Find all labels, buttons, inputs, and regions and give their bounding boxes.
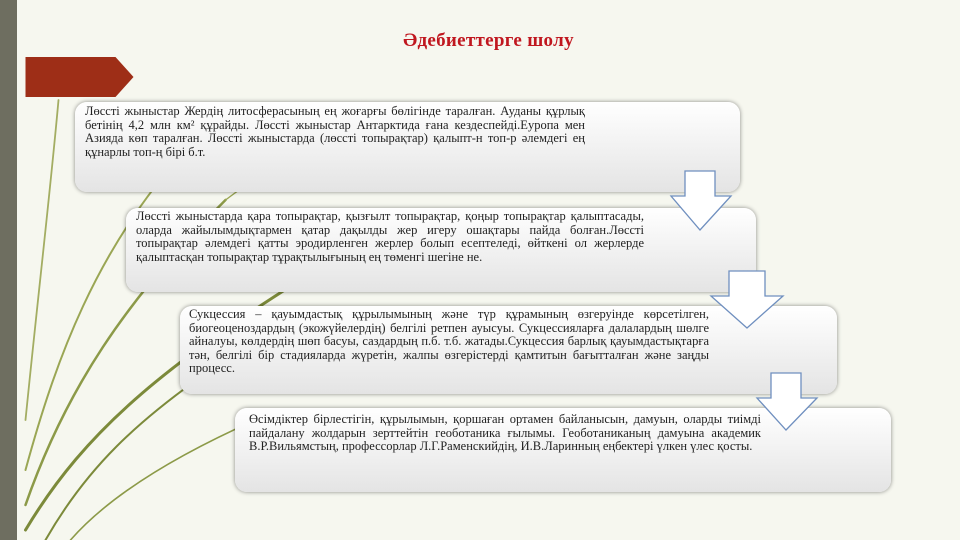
text-box-1-content: Лөссті жыныстар Жердің литосферасының ең жоғарғы бөлігінде таралған. Ауданы құрлық бетінің 4,2 млн км² құрайды. Лөссті жыныстар Антарктида ғана кездеспейді.Еуропа мен Азияда көп таралған. Лөссті жыныстарда (лөссті топырақтар) қалыпт-н топ-р әлемдегі ең құнарлы топ-ң бірі б.т. — [85, 104, 585, 159]
page-title: Әдебиеттерге шолу — [403, 30, 574, 51]
text-box-2-content: Лөссті жыныстарда қара топырақтар, қызғылт топырақтар, қоңыр топырақтар қалыптасады, оларда жайылымдықтармен қатар дақылды жер игеру ошақтары пайда болған.Лөссті топырақтар әлемдегі қатты эродирленген жерлер болып есептеледі, өйткені ол жерлерде қалыптасқан топырақтар тұрақтылығының ең төменгі шегіне не. — [136, 209, 644, 264]
text-box-2 — [126, 208, 756, 292]
text-box-1 — [75, 102, 740, 192]
down-arrow-icon-3 — [755, 372, 819, 432]
down-arrow-icon-2 — [709, 270, 785, 330]
text-box-3-content: Сукцессия – қауымдастық құрылымының және түр құрамының өзгеруінде көрсетілген, биогеоценоздардың (экожүйелердің) белгілі ретпен ауысуы. Сукцессияларға далалардың шөлге айналуы, көлдердің шөп басуы, саздардың п.б. т.б. жатады.Сукцессия барлық қауымдастықтарға тән, белгілі бір стадияларда жүретін, жалпы өзгерістерді қамтитын бағытталған және заңды процесс. — [189, 307, 709, 375]
text-box-4-content: Өсімдіктер бірлестігін, құрылымын, қоршаған ортамен байланысын, дамуын, оларды тиімді пайдалану жолдарын зерттейтін геоботаника ғылымы. Геоботаниканың дамуына академик В.Р.Вильямстың, профессорлар Л.Г.Раменскийдің, И.В.Ларинның еңбектері үлкен үлес қосты. — [249, 412, 761, 453]
slide-canvas — [17, 0, 960, 540]
down-arrow-icon-1 — [669, 170, 733, 232]
section-tag — [26, 57, 134, 97]
